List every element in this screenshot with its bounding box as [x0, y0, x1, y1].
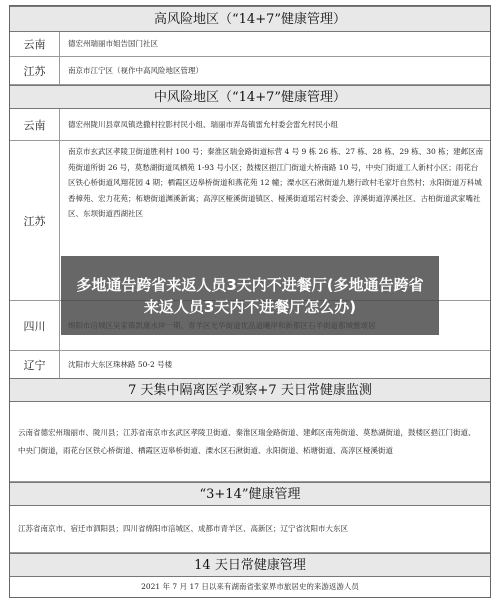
province-label: 四川 — [10, 301, 60, 350]
mid-risk-row-liaoning — [10, 351, 490, 378]
three-plus-header: “3+14”健康管理 — [10, 482, 490, 506]
area-text: 沈阳市大东区珠林路 50-2 号楼 — [68, 359, 173, 369]
province-label: 云南 — [10, 109, 60, 140]
seven-day-header: 7 天集中隔离医学观察+7 天日常健康监测 — [10, 378, 490, 402]
area-text: 南京市玄武区孝陵卫街道胜利村 100 号；秦淮区瑞金路街道标营 4 号 9 栋 26 栋、27 栋、28 栋、29 栋、30 栋；建邺区南苑街道所街 26 号，莫愁湖街道凤栖苑 1-93 号小区；鼓楼区挹江门街道大桥南路 10 号，中央门街道工人新村小区；雨花台区铁心桥街道风翔花园 4 期；栖霞区迈皋桥街道和燕花苑 12 幢；溧水区石湫街道九塘行政村毛家圩自然村；永阳街道万科城香樟苑、宏力花苑；柘塘街道渊溪新寓；高淳区桠溪街道镇区、桠溪街道瑶宕村委会、淳溪街道淳溪社区、古柏街道武家嘴社区、东坝街道西湖社区 — [68, 147, 484, 219]
area-text: 江苏省南京市、宿迁市泗阳县；四川省绵阳市涪城区、成都市青羊区、高新区；辽宁省沈阳市大东区 — [18, 524, 348, 533]
fourteen-day-body — [10, 577, 490, 597]
mid-risk-row-yunnan — [10, 109, 490, 141]
three-plus-body — [10, 506, 490, 553]
province-label: 云南 — [10, 32, 60, 56]
province-label: 江苏 — [10, 57, 60, 84]
area-text: 德宏州瑞丽市姐告国门社区 — [68, 39, 158, 49]
seven-day-body — [10, 402, 490, 482]
province-label: 江苏 — [10, 141, 60, 300]
fourteen-day-header: 14 天日常健康管理 — [10, 553, 490, 577]
area-text: 2021 年 7 月 17 日以来有湖南省张家界市旅居史的来游返游人员 — [141, 582, 359, 591]
high-risk-row-yunnan — [10, 32, 490, 57]
high-risk-row-jiangsu — [10, 57, 490, 85]
headline-overlay — [61, 256, 439, 335]
high-risk-header: 高风险地区（“14+7”健康管理） — [10, 6, 490, 32]
province-label: 辽宁 — [10, 351, 60, 378]
area-text: 云南省德宏州瑞丽市、陇川县；江苏省南京市玄武区孝陵卫街道、秦淮区瑞金路街道、建邺区南苑街道、莫愁湖街道，鼓楼区挹江门街道、中央门街道，雨花台区铁心桥街道、栖霞区迈皋桥街道、溧水区石湫街道、永阳街道、柘塘街道、高淳区桠溪街道 — [18, 427, 476, 455]
area-text: 南京市江宁区（视作中高风险地区管理） — [68, 65, 203, 75]
headline-text: 多地通告跨省来返人员3天内不进餐厅(多地通告跨省来返人员3天内不进餐厅怎么办) — [76, 275, 424, 316]
area-text: 德宏州陇川县章凤镇迭撒村拉影村民小组、瑞丽市弄岛镇雷允村委会雷允村民小组 — [68, 119, 338, 129]
mid-risk-header: 中风险地区（“14+7”健康管理） — [10, 85, 490, 109]
